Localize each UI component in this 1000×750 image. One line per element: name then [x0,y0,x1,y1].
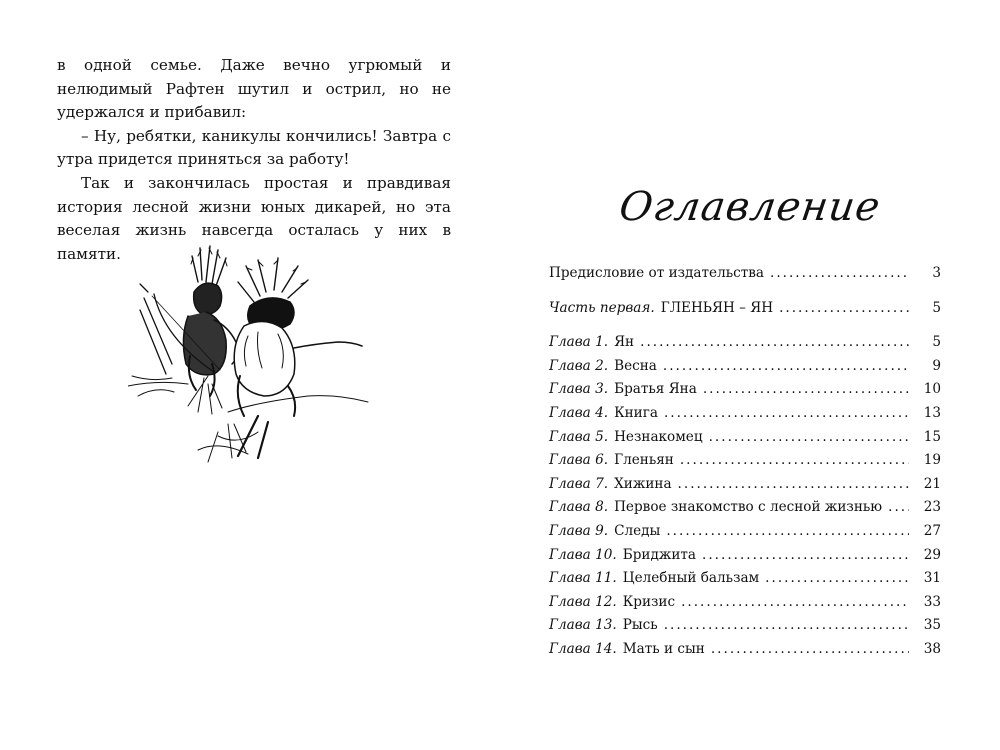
toc-leader-dots [709,426,909,450]
toc-entry-label [549,297,773,321]
toc-leader-dots [664,614,909,638]
toc-entry [549,638,941,662]
toc-entry [549,473,941,497]
toc-entry-label [549,544,696,568]
toc-entry-label [549,402,658,426]
boy-figure-right [234,298,362,416]
toc-leader-dots [702,544,909,568]
toc-entry-label [549,520,660,544]
feather-headdress-right-icon [238,258,308,302]
toc-entry-prefix: Глава 14. [549,640,617,657]
toc-leader-dots [703,378,909,402]
toc-entry [549,567,941,591]
toc-leader-dots [680,449,909,473]
story-text [57,54,451,266]
toc-entry-title: Первое знакомство с лесной жизнью [614,499,883,516]
toc-entry-title: Рысь [622,617,658,634]
toc-entry-title: Следы [614,522,661,539]
toc-entry-title: Гленьян [614,452,674,469]
toc-leader-dots [664,402,909,426]
toc-entry-label [549,331,634,355]
toc-entry [549,591,941,615]
toc-entry-title: ГЛЕНЬЯН – ЯН [660,299,774,316]
toc-leader-dots [779,297,909,321]
toc-entry [549,520,941,544]
toc-entry-label [549,496,882,520]
toc-entry-label [549,638,705,662]
toc-entry-label [549,567,759,591]
toc-leader-dots [765,567,909,591]
toc-entry-prefix: Глава 5. [549,428,609,445]
toc-leader-dots [678,473,909,497]
toc-entry-title: Братья Яна [614,381,697,398]
toc-page-number: 15 [923,428,941,445]
toc-entry-prefix: Глава 11. [549,570,617,587]
toc-entry-prefix: Глава 9. [549,522,609,539]
toc-page-number: 10 [923,381,941,398]
toc-entry-label [549,449,674,473]
toc-entry [549,355,941,379]
toc-entry-prefix: Глава 6. [549,452,609,469]
toc-page-number: 33 [923,593,941,610]
toc-entry-prefix: Глава 4. [549,404,609,421]
toc-entry [549,402,941,426]
toc-entry [549,262,941,286]
toc-entry-prefix: Часть первая. [549,299,655,316]
toc-leader-dots [666,520,909,544]
toc-entry-title: Кризис [622,593,676,610]
toc-leader-dots [711,638,909,662]
toc-leader-dots [770,262,909,286]
toc-title: Оглавление [616,184,884,230]
toc-page-number: 23 [923,499,941,516]
toc-entry [549,297,941,321]
feather-headdress-left-icon [191,246,227,286]
toc-entry-label [549,591,675,615]
toc-leader-dots [888,496,909,520]
toc-entry [549,544,941,568]
toc-entry-label [549,473,672,497]
toc-entry-prefix: Глава 3. [549,381,609,398]
toc-page-number: 38 [923,640,941,657]
toc-leader-dots [640,331,909,355]
toc-entry-label [549,426,703,450]
illustration-boys-in-grass [128,236,378,466]
toc-entry [549,614,941,638]
paragraph-3: Так и закончилась простая и правдивая история лесной жизни юных дикарей, но эта веселая жизнь навсегда осталась у них в памяти. [57,173,451,263]
toc-page-number: 29 [923,546,941,563]
toc-entry-prefix: Глава 8. [549,499,609,516]
toc-page-number: 13 [923,404,941,421]
toc-page-number: 31 [923,570,941,587]
toc-entry-title: Ян [614,334,635,351]
toc-page-number: 5 [932,299,941,316]
toc-entry-title: Предисловие от издательства [549,265,765,281]
toc-entry-prefix: Глава 7. [549,475,609,492]
toc-entry-title: Хижина [614,475,672,492]
toc-entry [549,496,941,520]
toc-entry-title: Книга [614,404,658,421]
toc-entry-label [549,378,697,402]
toc-entry-title: Бриджита [622,546,697,563]
toc-entry-title: Целебный бальзам [622,570,760,587]
toc-page-number: 21 [923,475,941,492]
toc-entry-title: Весна [614,357,657,374]
toc-entry [549,426,941,450]
toc-leader-dots [663,355,909,379]
toc-page-number: 3 [932,265,941,281]
toc-entry [549,331,941,355]
toc-entry [549,378,941,402]
toc-page-number: 27 [923,522,941,539]
paragraph-2: – Ну, ребятки, каникулы кончились! Завтра с утра придется приняться за работу! [57,126,451,169]
toc-entry-label [549,355,657,379]
paragraph-1: в одной семье. Даже вечно угрюмый и нелюдимый Рафтен шутил и острил, но не удержался и прибавил: [57,56,451,122]
table-of-contents [549,262,941,662]
toc-entry-label [549,262,764,286]
toc-entry-prefix: Глава 2. [549,357,609,374]
toc-page-number: 19 [923,452,941,469]
toc-entry-prefix: Глава 12. [549,593,617,610]
toc-leader-dots [681,591,909,615]
toc-entry-prefix: Глава 1. [549,334,609,351]
toc-entry-title: Незнакомец [614,428,703,445]
toc-entry-prefix: Глава 10. [549,546,617,563]
toc-entry [549,449,941,473]
toc-page-number: 9 [932,357,941,374]
toc-entry-title: Мать и сын [622,640,705,657]
toc-entry-label [549,614,658,638]
toc-entry-prefix: Глава 13. [549,617,617,634]
toc-page-number: 35 [923,617,941,634]
toc-page-number: 5 [932,334,941,351]
